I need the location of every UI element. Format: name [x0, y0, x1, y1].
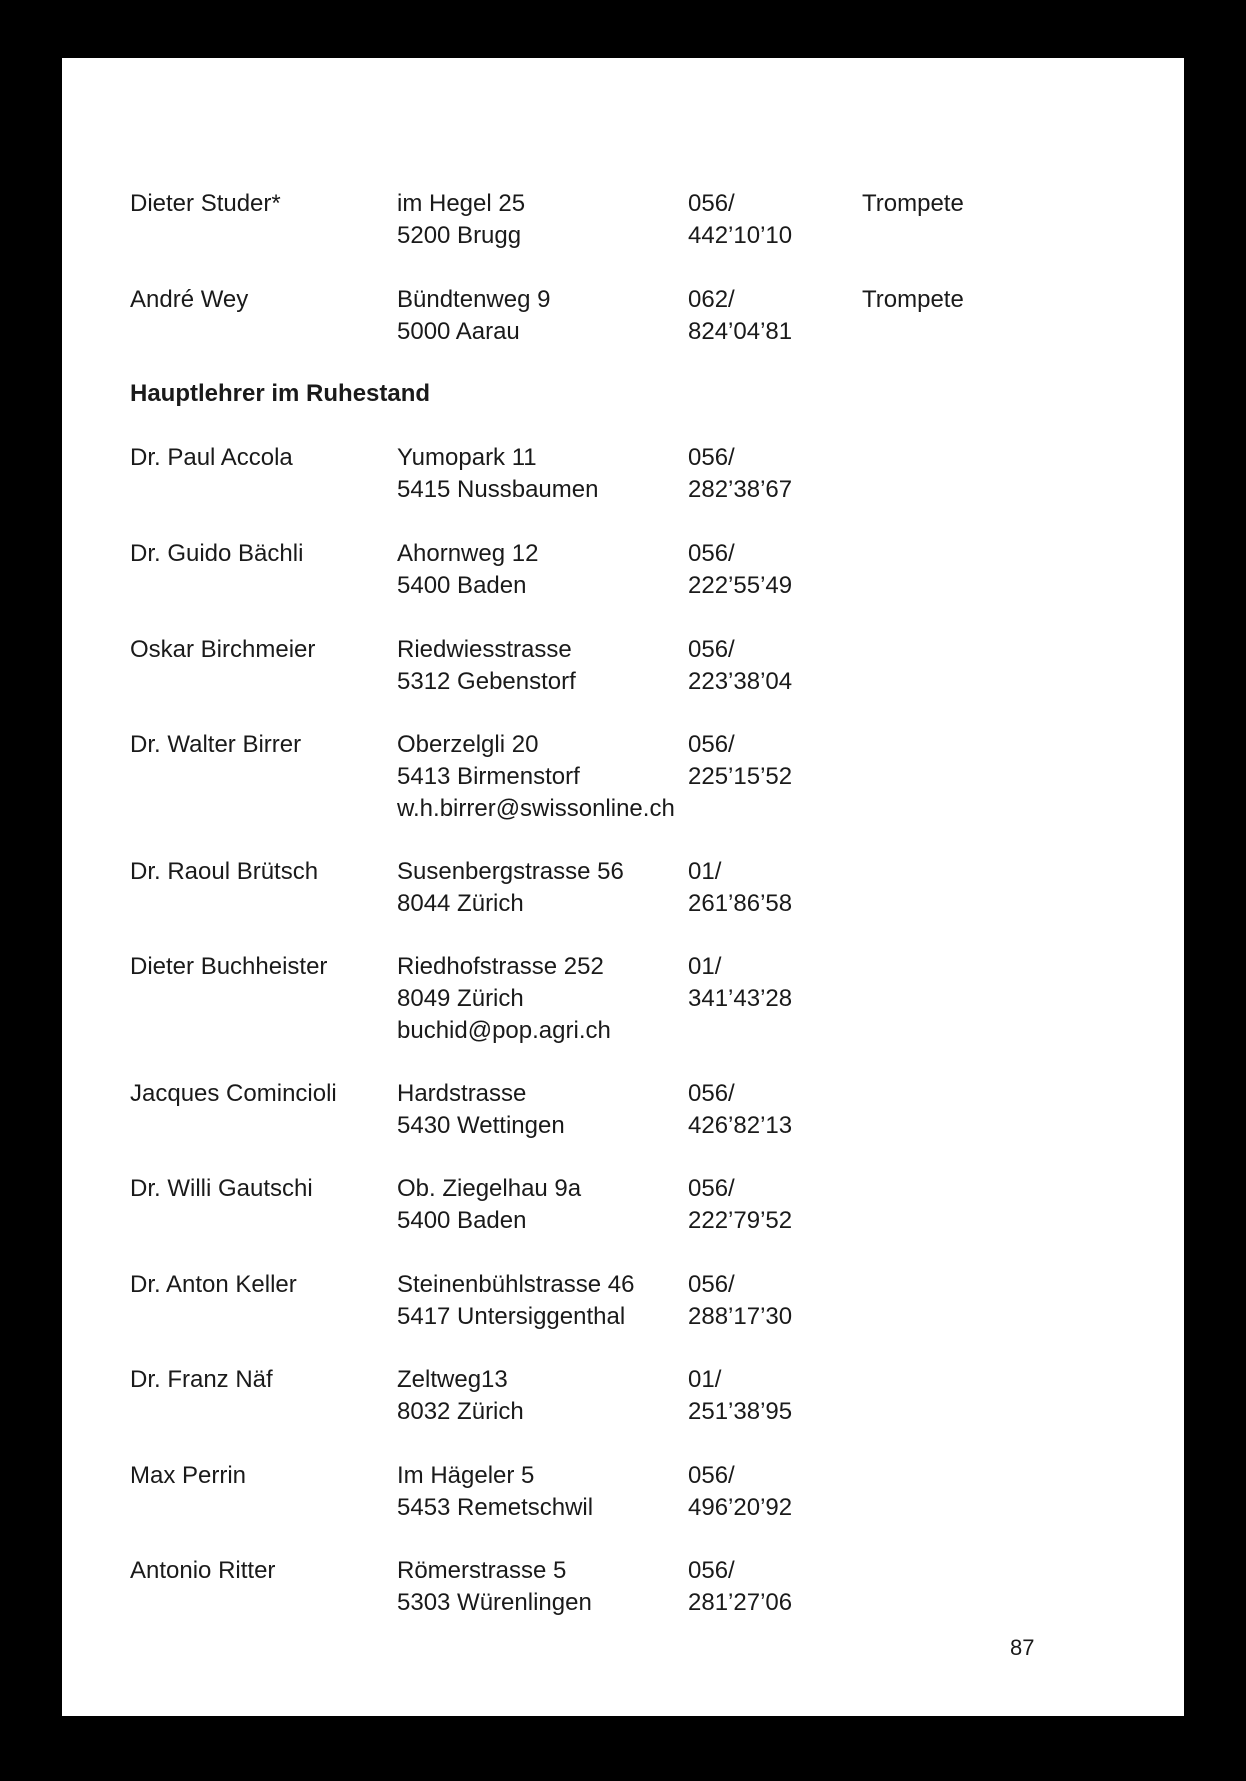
entry-address: [397, 284, 550, 348]
entry-city: 5200 Brugg: [397, 222, 522, 249]
entry-phone-area: 056/: [688, 444, 735, 471]
entry-phone-area: 056/: [688, 636, 735, 663]
page-number: 87: [1010, 1635, 1035, 1660]
entry-city: 5303 Würenlingen: [397, 1589, 592, 1616]
entry-city: 8032 Zürich: [397, 1398, 524, 1425]
entry-phone-number: 261’86’58: [688, 890, 793, 917]
entry-street: Oberzelgli 20: [397, 731, 539, 758]
entry-address: [397, 951, 611, 1047]
entry-city: 5453 Remetschwil: [397, 1494, 594, 1521]
entry-phone-area: 056/: [688, 1557, 735, 1584]
entry-phone-number: 223’38’04: [688, 668, 793, 695]
entry-address: [397, 856, 624, 920]
entry-phone: [688, 729, 792, 793]
entry-phone: [688, 1078, 792, 1142]
entry-street: Bündtenweg 9: [397, 286, 551, 313]
entry-phone: [688, 1364, 792, 1428]
entry-street: Yumopark 11: [397, 444, 537, 471]
entry-phone: [688, 442, 792, 506]
entry-name: Oskar Birchmeier: [130, 636, 316, 663]
entry-instrument: Trompete: [862, 286, 964, 313]
entry-city: 5415 Nussbaumen: [397, 476, 599, 503]
entry-address: [397, 188, 525, 252]
entry-phone: [688, 284, 792, 348]
entry-street: Susenbergstrasse 56: [397, 858, 624, 885]
entry-phone-number: 496’20’92: [688, 1494, 793, 1521]
entry-city: 5312 Gebenstorf: [397, 668, 576, 695]
entry-street: Riedhofstrasse 252: [397, 953, 604, 980]
entry-phone-number: 288’17’30: [688, 1303, 793, 1330]
entry-phone-number: 426’82’13: [688, 1112, 793, 1139]
entry-phone-area: 056/: [688, 1271, 735, 1298]
entry-phone-number: 442’10’10: [688, 222, 793, 249]
entry-phone: [688, 1460, 792, 1524]
entry-street: Hardstrasse: [397, 1080, 527, 1107]
entry-name: Dieter Studer*: [130, 190, 281, 217]
entry-city: 5400 Baden: [397, 1207, 527, 1234]
entry-name: Dr. Walter Birrer: [130, 731, 302, 758]
entry-street: Ob. Ziegelhau 9a: [397, 1175, 582, 1202]
entry-address: [397, 1364, 524, 1428]
entry-name: Dr. Guido Bächli: [130, 540, 304, 567]
entry-phone-area: 01/: [688, 858, 722, 885]
entry-phone-area: 056/: [688, 1175, 735, 1202]
entry-phone: [688, 1555, 792, 1619]
entry-city: 5417 Untersiggenthal: [397, 1303, 626, 1330]
entry-address: [397, 1555, 592, 1619]
entry-name: André Wey: [130, 286, 249, 313]
entry-address: [397, 729, 675, 825]
entry-name: Antonio Ritter: [130, 1557, 276, 1584]
entry-address: [397, 538, 538, 602]
entry-phone-area: 01/: [688, 1366, 722, 1393]
entry-name: Dieter Buchheister: [130, 953, 328, 980]
section-heading: Hauptlehrer im Ruhestand: [130, 380, 431, 407]
entry-phone-area: 062/: [688, 286, 735, 313]
entry-city: 5000 Aarau: [397, 318, 520, 345]
entry-address: [397, 1269, 635, 1333]
entry-phone-number: 341’43’28: [688, 985, 793, 1012]
entry-address: [397, 1078, 565, 1142]
entry-street: Im Hägeler 5: [397, 1462, 535, 1489]
entry-city: 8049 Zürich: [397, 985, 524, 1012]
entry-street: Steinenbühlstrasse 46: [397, 1271, 635, 1298]
entry-phone-area: 01/: [688, 953, 722, 980]
entry-phone: [688, 538, 792, 602]
entry-name: Dr. Paul Accola: [130, 444, 293, 471]
entry-address: [397, 1173, 581, 1237]
entry-phone: [688, 188, 792, 252]
entry-address: [397, 634, 576, 698]
entry-email: w.h.birrer@swissonline.ch: [397, 795, 675, 822]
entry-phone-number: 222’79’52: [688, 1207, 793, 1234]
entry-name: Dr. Raoul Brütsch: [130, 858, 319, 885]
entry-phone-number: 251’38’95: [688, 1398, 793, 1425]
entry-street: Römerstrasse 5: [397, 1557, 567, 1584]
entry-name: Dr. Franz Näf: [130, 1366, 273, 1393]
entry-city: 5413 Birmenstorf: [397, 763, 580, 790]
entry-name: Jacques Comincioli: [130, 1080, 337, 1107]
entry-instrument: Trompete: [862, 190, 964, 217]
entry-phone: [688, 634, 792, 698]
entry-city: 5400 Baden: [397, 572, 527, 599]
entry-phone-number: 222’55’49: [688, 572, 793, 599]
entry-phone-number: 281’27’06: [688, 1589, 793, 1616]
entry-name: Dr. Willi Gautschi: [130, 1175, 313, 1202]
entry-city: 5430 Wettingen: [397, 1112, 565, 1139]
entry-phone: [688, 1173, 792, 1237]
entry-address: [397, 442, 598, 506]
entry-email: buchid@pop.agri.ch: [397, 1017, 611, 1044]
entry-street: Ahornweg 12: [397, 540, 539, 567]
entry-phone-area: 056/: [688, 1080, 735, 1107]
entry-phone-area: 056/: [688, 1462, 735, 1489]
entry-phone-area: 056/: [688, 540, 735, 567]
document-page: [62, 58, 1184, 1716]
entry-street: Zeltweg13: [397, 1366, 508, 1393]
entry-street: Riedwiesstrasse: [397, 636, 572, 663]
entry-city: 8044 Zürich: [397, 890, 524, 917]
entry-phone: [688, 856, 792, 920]
entry-phone: [688, 951, 792, 1015]
entry-phone-area: 056/: [688, 190, 735, 217]
entry-phone-number: 824’04’81: [688, 318, 793, 345]
entry-name: Dr. Anton Keller: [130, 1271, 297, 1298]
entry-name: Max Perrin: [130, 1462, 247, 1489]
entry-phone-number: 225’15’52: [688, 763, 793, 790]
entry-street: im Hegel 25: [397, 190, 526, 217]
entry-address: [397, 1460, 593, 1524]
entry-phone-number: 282’38’67: [688, 476, 793, 503]
entry-phone-area: 056/: [688, 731, 735, 758]
entry-phone: [688, 1269, 792, 1333]
